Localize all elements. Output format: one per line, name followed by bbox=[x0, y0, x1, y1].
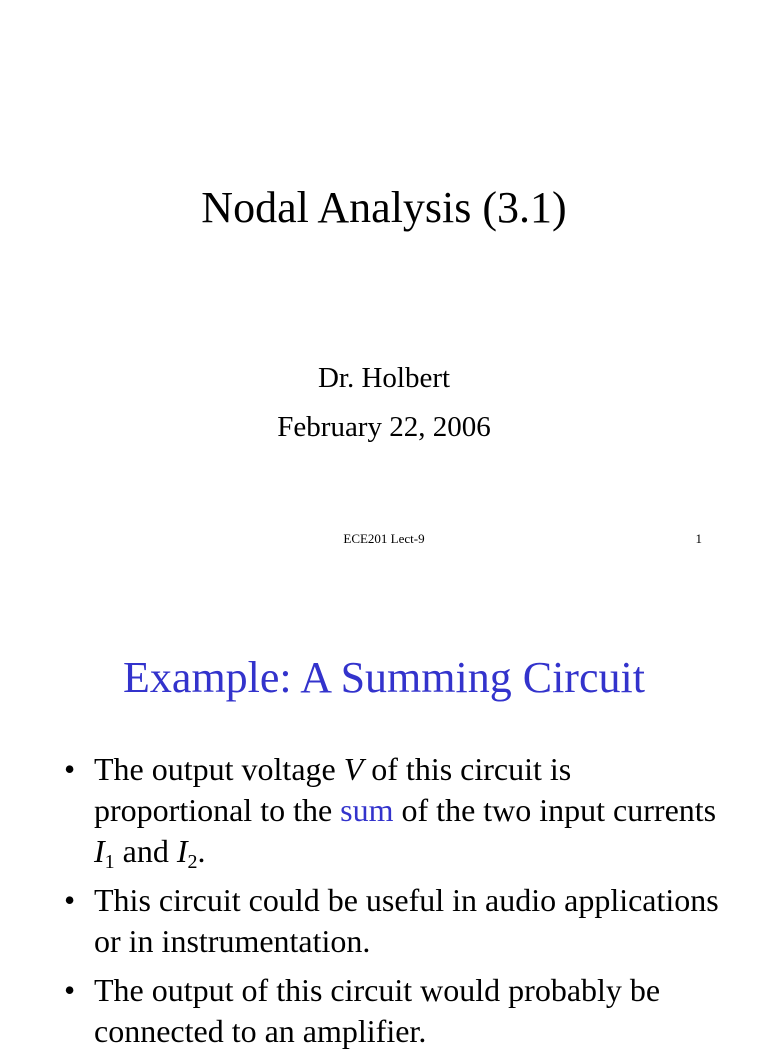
bullet-text: of the two input currents bbox=[393, 792, 717, 828]
voltage-variable: V bbox=[343, 751, 364, 787]
bullet-item bbox=[0, 749, 768, 872]
footer-page-number: 1 bbox=[695, 531, 702, 546]
bullet-marker: • bbox=[64, 972, 76, 1008]
slide-title: Example: A Summing Circuit bbox=[123, 653, 645, 702]
bullet-marker: • bbox=[64, 751, 76, 787]
bullet-item bbox=[0, 880, 768, 962]
subscript: 2 bbox=[187, 851, 198, 873]
bullet-text: . bbox=[197, 833, 206, 869]
bullet-text: This circuit could be useful in audio applications or in instrumentation. bbox=[94, 882, 719, 959]
bullet-marker: • bbox=[64, 882, 76, 918]
bullet-text: of this circuit is proportional to the bbox=[94, 751, 572, 828]
bullet-text: The output of this circuit would probably be connected to an amplifier. bbox=[94, 972, 661, 1049]
slide-2 bbox=[0, 576, 768, 1049]
footer-course-label: ECE201 Lect-9 bbox=[343, 531, 425, 546]
bullet-list bbox=[0, 749, 768, 1060]
bullet-text: The output voltage bbox=[94, 751, 344, 787]
slide-title: Nodal Analysis (3.1) bbox=[201, 183, 567, 232]
subscript: 1 bbox=[104, 851, 115, 873]
highlighted-word: sum bbox=[340, 792, 394, 828]
current-variable: I bbox=[176, 833, 188, 869]
author-name: Dr. Holbert bbox=[317, 362, 451, 394]
bullet-item bbox=[0, 970, 768, 1052]
presentation-date: February 22, 2006 bbox=[277, 411, 491, 443]
bullet-text: and bbox=[114, 833, 177, 869]
current-variable: I bbox=[94, 833, 105, 869]
